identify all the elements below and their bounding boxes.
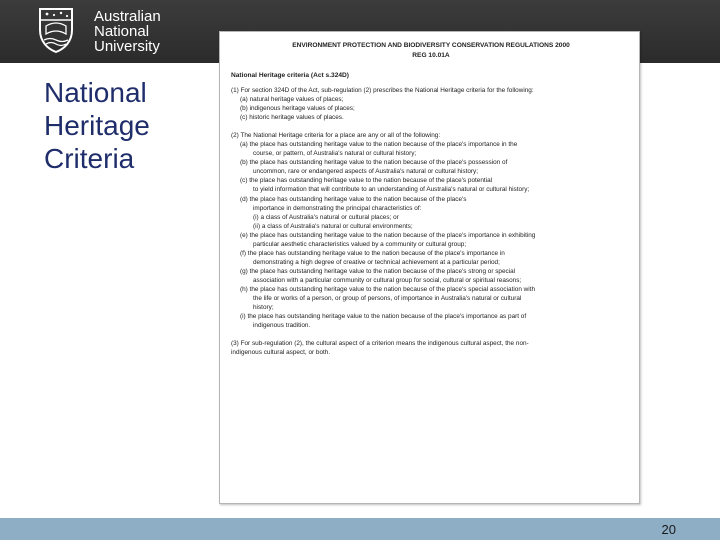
doc-line: (i) a class of Australia's natural or cultural places; or [253,213,399,221]
doc-line: (c) historic heritage values of places. [240,114,344,122]
doc-line: (h) the place has outstanding heritage value to the nation because of the place's special association with [240,285,536,293]
doc-line: particular aesthetic characteristics valued by a community or cultural group; [253,240,467,248]
anu-logo [34,6,224,58]
doc-line: (i) the place has outstanding heritage value to the nation because of the place's importance as part of [240,313,527,321]
regulation-document-image [219,31,640,504]
doc-line: (b) the place has outstanding heritage value to the nation because of the place's possession of [240,159,508,167]
doc-line: (f) the place has outstanding heritage value to the nation because of the place's importance in [240,249,505,257]
document-heading: ENVIRONMENT PROTECTION AND BIODIVERSITY CONSERVATION REGULATIONS 2000 [292,42,570,49]
doc-line: the life or works of a person, or group of persons, of importance in Australia's natural or cultural [253,295,522,303]
logo-line-3: University [94,38,160,55]
logo-line-1: Australian [94,8,161,25]
doc-line: (1) For section 324D of the Act, sub-regulation (2) prescribes the National Heritage criteria for the following: [231,87,534,94]
doc-line: indigenous tradition. [253,322,311,330]
page-number: 20 [661,522,676,537]
doc-line: association with a particular community or cultural group for social, cultural or spiritual reasons; [253,276,522,284]
doc-line: (g) the place has outstanding heritage value to the nation because of the place's strong or special [240,267,516,275]
document-subheading: National Heritage criteria (Act s.324D) [231,72,349,79]
doc-line: (2) The National Heritage criteria for a place are any or all of the following: [231,132,441,140]
doc-line: (d) the place has outstanding heritage value to the nation because of the place's [240,195,467,203]
doc-line: (c) the place has outstanding heritage value to the nation because of the place's potential [240,177,493,185]
doc-line: to yield information that will contribute to an understanding of Australia's natural or cultural history; [253,186,530,194]
university-name [94,9,161,54]
doc-line: (3) For sub-regulation (2), the cultural aspect of a criterion means the indigenous cultural aspect, the non- [231,340,529,348]
slide-title [44,76,150,175]
document-regulation: REG 10.01A [412,52,450,59]
doc-line: course, or pattern, of Australia's natural or cultural history; [253,150,417,158]
doc-line: demonstrating a high degree of creative or technical achievement at a particular period; [253,258,500,266]
anu-crest-icon [34,6,78,54]
title-line-2: Heritage [44,110,150,141]
doc-line: (a) natural heritage values of places; [240,96,344,104]
logo-line-2: National [94,23,150,40]
doc-line: indigenous cultural aspect, or both. [231,349,331,357]
doc-line: (b) indigenous heritage values of places; [240,105,355,113]
title-line-1: National [44,77,147,108]
doc-line: uncommon, rare or endangered aspects of Australia's natural or cultural history; [253,168,479,176]
doc-line: (a) the place has outstanding heritage value to the nation because of the place's importance in the [240,141,518,149]
doc-line: importance in demonstrating the principal characteristics of: [253,204,422,212]
title-line-3: Criteria [44,143,135,174]
doc-line: history; [253,304,274,312]
doc-line: (ii) a class of Australia's natural or cultural environments; [253,222,413,230]
bottom-bar [0,518,720,540]
doc-line: (e) the place has outstanding heritage value to the nation because of the place's importance in exhibiting [240,231,536,239]
